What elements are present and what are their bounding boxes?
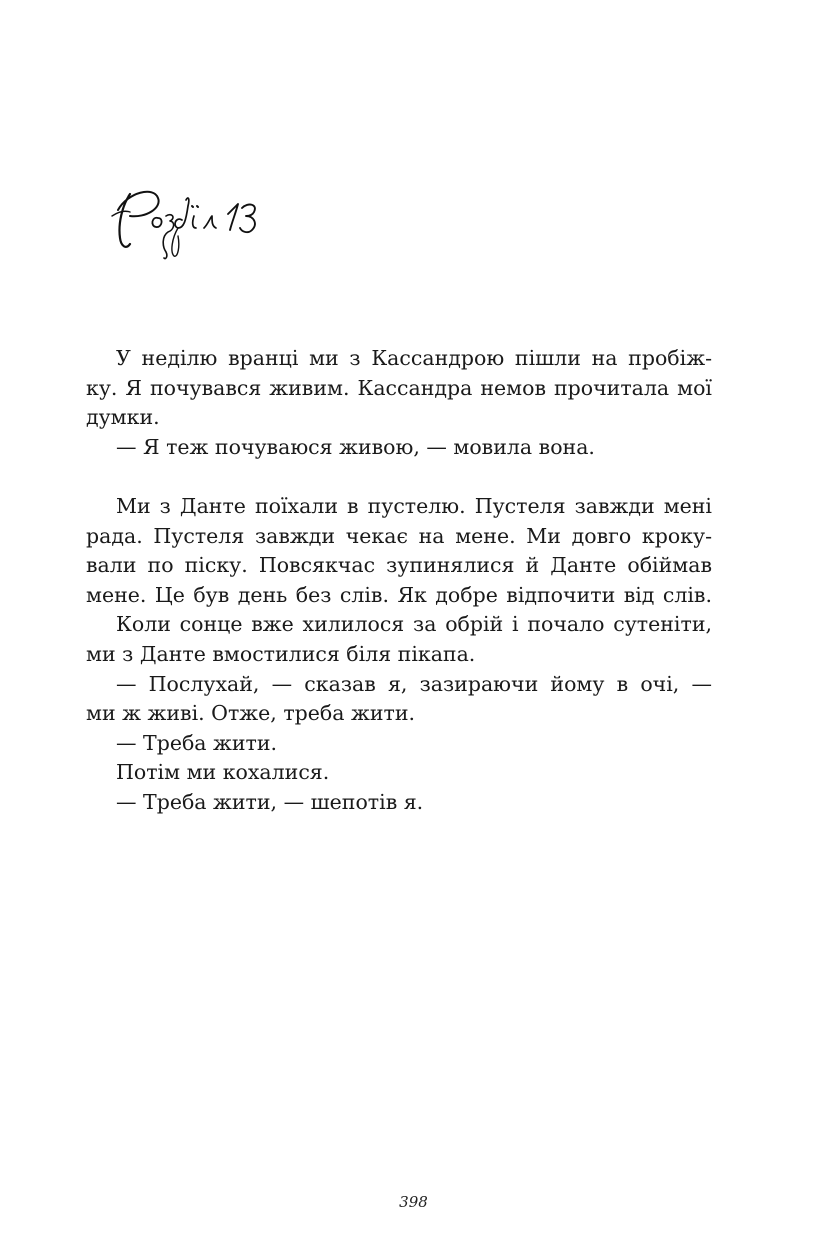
chapter-title-script: [108, 176, 308, 276]
text-line: Потім ми кохалися.: [116, 760, 330, 785]
paragraph: [116, 788, 712, 818]
paragraph: [86, 492, 712, 610]
text-line: — Я теж почуваюся живою, — мовила вона.: [116, 434, 595, 459]
text-line: Ми з Данте поїхали в пустелю. Пустеля завжди мені: [116, 493, 712, 518]
chapter-body: [86, 344, 712, 818]
text-line: думки.: [86, 405, 160, 430]
text-line: — Треба жити, — шепотів я.: [116, 789, 424, 814]
page-number: 398: [399, 1193, 428, 1211]
text-line: — Послухай, — сказав я, зазираючи йому в очі, —: [116, 671, 712, 696]
paragraph: [116, 433, 712, 463]
text-line: мене. Це був день без слів. Як добре відпочити від слів.: [86, 582, 712, 607]
chapter-title-text: [108, 276, 109, 277]
paragraph: [116, 729, 712, 759]
chapter-title: [108, 176, 308, 276]
paragraph: [86, 610, 712, 669]
paragraph: [86, 344, 712, 433]
text-line: ку. Я почувався живим. Кассандра немов прочитала мої: [86, 375, 712, 400]
text-line: ми ж живі. Отже, треба жити.: [86, 701, 416, 726]
text-line: рада. Пустеля завжди чекає на мене. Ми довго кроку-: [86, 523, 712, 548]
text-line: — Треба жити.: [116, 730, 278, 755]
text-line: Коли сонце вже хилилося за обрій і почало сутеніти,: [116, 612, 712, 637]
paragraph: [116, 758, 712, 788]
text-line: У неділю вранці ми з Кассандрою пішли на пробіж-: [116, 346, 712, 370]
paragraph: [86, 670, 712, 729]
text-line: ми з Данте вмостилися біля пікапа.: [86, 641, 476, 666]
text-line: вали по піску. Повсякчас зупинялися й Данте обіймав: [86, 553, 712, 578]
